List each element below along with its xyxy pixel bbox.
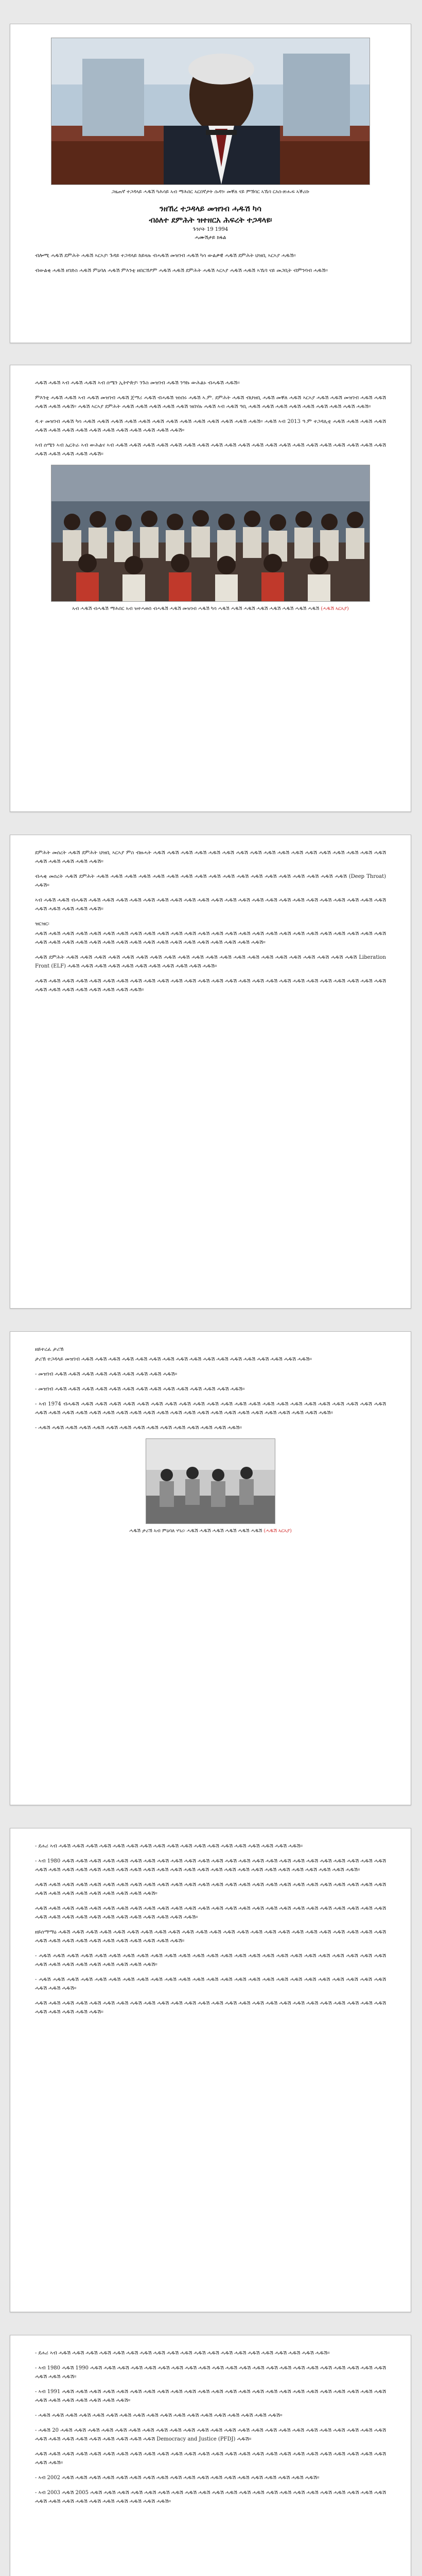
paragraph: ምእንቲ ሓዱሽ ሓዱሽ ኣብ ሓዱሽ መዝገብ ሓዱሽ ጀማሪ ሓዱሽ ብሓዱሽ ዝነበሩ ሓዱሽ ኣ.ም. ደምሕት ሓዱሽ ብህዝቢ ሓዱሽ መቐለ ሓዱሽ ኣርኣያ ሓዱሽ ሓዱሽ መዝገብ ሓዱሽ ሓዱሽ ሓዱሽ ሓዱሽ ሓዱሽ። ሓዱሽ ኣርኣያ ደምሕት ሓዱሽ ሓዱሽ ሓዱሽ ሓዱሽ ሓዱሽ ዝበሃሉ ሓዱሽ ኣብ ሓዱሽ ዓቢ ሓዱሽ ሓዱሽ ሓዱሽ ሓዱሽ ሓዱሽ ሓዱሽ ሓዱሽ ሓዱሽ ሓዱሽ። [35,395,386,410]
paragraph: ብሎሚ ሓዱሽ ደምሕት ሓዱሽ ኣርኣያ፡ ጉዳይ ተጋዳላይ ከይዛሉ ብሓዱሽ መዝገብ ሓዱሽ ካሳ ውልቃዊ ሓዱሽ ደምሕት ህዝቢ ኣርኣያ ሓዱሽ። [35,253,296,259]
paragraph: ደምሕት መሰረት ሓዱሽ ደምሕት ህዝቢ ኣርኣያ ምስ ብዙሓት ሓዱሽ ሓዱሽ ሓዱሽ ሓዱሽ ሓዱሽ ሓዱሽ ሓዱሽ ሓዱሽ ሓዱሽ ሓዱሽ ሓዱሽ ሓዱሽ ሓዱሽ ሓዱሽ ሓዱሽ ሓዱሽ ሓዱሽ ሓዱሽ ሓዱሽ ሓዱሽ ሓዱሽ ሓዱሽ። [35,850,386,865]
paragraph: ኣብ ሓዱሽ ሓዱሽ ብሓዱሽ ሓዱሽ ሓዱሽ ሓዱሽ ሓዱሽ ሓዱሽ ሓዱሽ ሓዱሽ ሓዱሽ ሓዱሽ ሓዱሽ ሓዱሽ ሓዱሽ ሓዱሽ ሓዱሽ ሓዱሽ ሓዱሽ ሓዱሽ ሓዱሽ ሓዱሽ ሓዱሽ ሓዱሽ ሓዱሽ ሓዱሽ ሓዱሽ ሓዱሽ ሓዱሽ ሓዱሽ። [35,897,386,912]
paragraph: - ደሐሪ ኣብ ሓዱሽ ሓዱሽ ሓዱሽ ሓዱሽ ሓዱሽ ሓዱሽ ሓዱሽ ሓዱሽ ሓዱሽ ሓዱሽ ሓዱሽ ሓዱሽ ሓዱሽ ሓዱሽ ሓዱሽ ሓዱሽ ሓዱሽ ሓዱሽ ሓዱሽ ሓዱሽ። [35,2350,330,2356]
group-photo [51,465,370,602]
paragraph: ዘይሰማማዕ ሓዱሽ ሓዱሽ ሓዱሽ ሓዱሽ ሓዱሽ ሓዱሽ ሓዱሽ ሓዱሽ ሓዱሽ ሓዱሽ ሓዱሽ ሓዱሽ ሓዱሽ ሓዱሽ ሓዱሽ ሓዱሽ ሓዱሽ ሓዱሽ ሓዱሽ ሓዱሽ ሓዱሽ ሓዱሽ ሓዱሽ ሓዱሽ ሓዱሽ ሓዱሽ ሓዱሽ ሓዱሽ ሓዱሽ ሓዱሽ ሓዱሽ ሓዱሽ ሓዱሽ ሓዱሽ ሓዱሽ። [35,1929,386,1944]
paragraph: - ደሐሪ ኣብ ሓዱሽ ሓዱሽ ሓዱሽ ሓዱሽ ሓዱሽ ሓዱሽ ሓዱሽ ሓዱሽ ሓዱሽ ሓዱሽ ሓዱሽ ሓዱሽ ሓዱሽ ሓዱሽ ሓዱሽ ሓዱሽ ሓዱሽ ሓዱሽ። [35,1843,303,1849]
paragraph: ሓዱሽ ሓዱሽ ሓዱሽ ሓዱሽ ሓዱሽ ሓዱሽ ሓዱሽ ሓዱሽ ሓዱሽ ሓዱሽ ሓዱሽ ሓዱሽ ሓዱሽ ሓዱሽ ሓዱሽ ሓዱሽ ሓዱሽ ሓዱሽ ሓዱሽ ሓዱሽ ሓዱሽ ሓዱሽ ሓዱሽ ሓዱሽ ሓዱሽ ሓዱሽ ሓዱሽ ሓዱሽ ሓዱሽ ሓዱሽ ሓዱሽ ሓዱሽ ሓዱሽ ሓዱሽ። [35,978,386,993]
caption-text: ኣብ ሓዱሽ ብሓዱሽ ማሕበር ኣብ ዝተሓወሰ ብሓዱሽ ሓዱሽ መዝገብ ሓዱሽ ካሳ ሓዱሽ ሓዱሽ ሓዱሽ ሓዱሽ ሓዱሽ ሓዱሽ ሓዱሽ ሓዱሽ [72,606,320,612]
paragraph: - ሓዱሽ ሓዱሽ ሓዱሽ ሓዱሽ ሓዱሽ ሓዱሽ ሓዱሽ ሓዱሽ ሓዱሽ ሓዱሽ ሓዱሽ ሓዱሽ ሓዱሽ ሓዱሽ ሓዱሽ። [35,1425,242,1431]
paragraph: ሓዱሽ ሓዱሽ ሓዱሽ ሓዱሽ ሓዱሽ ሓዱሽ ሓዱሽ ሓዱሽ ሓዱሽ ሓዱሽ ሓዱሽ ሓዱሽ ሓዱሽ ሓዱሽ ሓዱሽ ሓዱሽ ሓዱሽ ሓዱሽ ሓዱሽ ሓዱሽ ሓዱሽ ሓዱሽ ሓዱሽ ሓዱሽ ሓዱሽ ሓዱሽ ሓዱሽ ሓዱሽ ሓዱሽ ሓዱሽ ሓዱሽ ሓዱሽ ሓዱሽ ሓዱሽ ሓዱሽ ሓዱሽ ሓዱሽ ሓዱሽ። [35,1906,386,1920]
paragraph: ሓዱሽ ሓዱሽ ሓዱሽ ሓዱሽ ሓዱሽ ሓዱሽ ሓዱሽ ሓዱሽ ሓዱሽ ሓዱሽ ሓዱሽ ሓዱሽ ሓዱሽ ሓዱሽ ሓዱሽ ሓዱሽ ሓዱሽ ሓዱሽ ሓዱሽ ሓዱሽ ሓዱሽ ሓዱሽ ሓዱሽ ሓዱሽ ሓዱሽ ሓዱሽ ሓዱሽ ሓዱሽ ሓዱሽ ሓዱሽ ሓዱሽ። [35,2001,386,2015]
paragraph: ብሓቂ መሰረት ሓዱሽ ደምሕት ሓዱሽ ሓዱሽ ሓዱሽ ሓዱሽ ሓዱሽ ሓዱሽ ሓዱሽ ሓዱሽ ሓዱሽ ሓዱሽ ሓዱሽ ሓዱሽ ሓዱሽ ሓዱሽ ሓዱሽ ሓዱሽ ሓዱሽ ሓዱሽ (Deep Throat) ሓዱሽ። [35,874,386,888]
paragraph: ሓዱሽ ሓዱሽ ኣብ ሓዱሽ ሓዱሽ ኣብ ሰሜን ኢትዮጵያ፡ ንጉስ መዝገብ ሓዱሽ ንዓኩ ውሕልኑ ብሓዱሽ ሓዱሽ። [35,380,240,386]
paragraph: ሓዱሽ ሓዱሽ ሓዱሽ ሓዱሽ ሓዱሽ ሓዱሽ ሓዱሽ ሓዱሽ ሓዱሽ ሓዱሽ ሓዱሽ ሓዱሽ ሓዱሽ ሓዱሽ ሓዱሽ ሓዱሽ ሓዱሽ ሓዱሽ ሓዱሽ ሓዱሽ ሓዱሽ ሓዱሽ ሓዱሽ ሓዱሽ ሓዱሽ ሓዱሽ ሓዱሽ ሓዱሽ ሓዱሽ ሓዱሽ ሓዱሽ ሓዱሽ ሓዱሽ ሓዱሽ ሓዱሽ ሓዱሽ ሓዱሽ ሓዱሽ ሓዱሽ ሓዱሽ ሓዱሽ ሓዱሽ ሓዱሽ። [35,931,386,945]
paragraph: ሓዱሽ ሓዱሽ ሓዱሽ ሓዱሽ ሓዱሽ ሓዱሽ ሓዱሽ ሓዱሽ ሓዱሽ ሓዱሽ ሓዱሽ ሓዱሽ ሓዱሽ ሓዱሽ ሓዱሽ ሓዱሽ ሓዱሽ ሓዱሽ ሓዱሽ ሓዱሽ ሓዱሽ ሓዱሽ ሓዱሽ ሓዱሽ ሓዱሽ ሓዱሽ ሓዱሽ ሓዱሽ ሓዱሽ ሓዱሽ ሓዱሽ ሓዱሽ ሓዱሽ ሓዱሽ ሓዱሽ። [35,1882,386,1896]
paragraph: - መዝገብ ሓዱሽ ሓዱሽ ሓዱሽ ሓዱሽ ሓዱሽ ሓዱሽ ሓዱሽ ሓዱሽ ሓዱሽ ሓዱሽ ሓዱሽ ሓዱሽ ሓዱሽ ሓዱሽ። [35,1386,245,1392]
title-line-2: ብዕለተ ደምሕት ዝተዘርአ ሕፍረት ተጋዳላዩ፡ [149,215,272,225]
caption-text: ሓዱሽ ታሪኽ ኣብ ምዕባለ ሃገሪ፡ ሓዱሽ ሓዱሽ ሓዱሽ ሓዱሽ ሓዱሽ ሓዱሽ [129,1528,262,1534]
section-label: ዘይተረፈ ታሪኽ [35,1347,64,1352]
photo-caption [56,1527,365,1535]
paragraph: - ኣብ 2002 ሓዱሽ ሓዱሽ ሓዱሽ ሓዱሽ ሓዱሽ ሓዱሽ ሓዱሽ ሓዱሽ ሓዱሽ ሓዱሽ ሓዱሽ ሓዱሽ ሓዱሽ ሓዱሽ ሓዱሽ ሓዱሽ ሓዱሽ ሓዱሽ ሓዱሽ። [35,2475,320,2481]
page-4 [10,1331,411,1805]
paragraph: - ሓዱሽ ሓዱሽ ሓዱሽ ሓዱሽ ሓዱሽ ሓዱሽ ሓዱሽ ሓዱሽ ሓዱሽ ሓዱሽ ሓዱሽ ሓዱሽ ሓዱሽ ሓዱሽ ሓዱሽ ሓዱሽ ሓዱሽ ሓዱሽ። [35,2413,283,2418]
paragraph: - ሓዱሽ 20 ሓዱሽ ሓዱሽ ሓዱሽ ሓዱሽ ሓዱሽ ሓዱሽ ሓዱሽ ሓዱሽ ሓዱሽ ሓዱሽ ሓዱሽ ሓዱሽ ሓዱሽ ሓዱሽ ሓዱሽ ሓዱሽ ሓዱሽ ሓዱሽ ሓዱሽ ሓዱሽ ሓዱሽ ሓዱሽ ሓዱሽ ሓዱሽ ሓዱሽ ሓዱሽ ሓዱሽ ሓዱሽ ሓዱሽ ሓዱሽ ሓዱሽ ሓዱሽ ሓዱሽ Democracy and Justice (PFDJ) ሓዱሽ። [35,2428,386,2442]
section-label: ዝርዝር፡ [35,921,49,927]
paragraph: - ኣብ 1980 ሓዱሽ 1990 ሓዱሽ ሓዱሽ ሓዱሽ ሓዱሽ ሓዱሽ ሓዱሽ ሓዱሽ ሓዱሽ ሓዱሽ ሓዱሽ ሓዱሽ ሓዱሽ ሓዱሽ ሓዱሽ ሓዱሽ ሓዱሽ ሓዱሽ ሓዱሽ ሓዱሽ ሓዱሽ ሓዱሽ ሓዱሽ ሓዱሽ ሓዱሽ ሓዱሽ። [35,2365,386,2380]
paragraph: - ሓዱሽ ሓዱሽ ሓዱሽ ሓዱሽ ሓዱሽ ሓዱሽ ሓዱሽ ሓዱሽ ሓዱሽ ሓዱሽ ሓዱሽ ሓዱሽ ሓዱሽ ሓዱሽ ሓዱሽ ሓዱሽ ሓዱሽ ሓዱሽ ሓዱሽ ሓዱሽ ሓዱሽ ሓዱሽ ሓዱሽ ሓዱሽ ሓዱሽ ሓዱሽ ሓዱሽ ሓዱሽ። [35,1977,386,1991]
part-line: ሓሙሽታይ ክፋል [195,235,226,241]
paragraph: ታሪኽ ተጋዳላይ መዝገብ ሓዱሽ ሓዱሽ ሓዱሽ ሓዱሽ ሓዱሽ ሓዱሽ ሓዱሽ ሓዱሽ ሓዱሽ ሓዱሽ ሓዱሽ ሓዱሽ ሓዱሽ ሓዱሽ ሓዱሽ ሓዱሽ ሓዱሽ። [35,1357,312,1362]
paragraph: - መዝገብ ሓዱሽ ሓዱሽ ሓዱሽ ሓዱሽ ሓዱሽ ሓዱሽ ሓዱሽ ሓዱሽ ሓዱሽ። [35,1371,178,1377]
paragraph: - ኣብ 1974 ብሓዱሽ ሓዱሽ ሓዱሽ ሓዱሽ ሓዱሽ ሓዱሽ ሓዱሽ ሓዱሽ ሓዱሽ ሓዱሽ ሓዱሽ ሓዱሽ ሓዱሽ ሓዱሽ ሓዱሽ ሓዱሽ ሓዱሽ ሓዱሽ ሓዱሽ ሓዱሽ ሓዱሽ ሓዱሽ ሓዱሽ ሓዱሽ ሓዱሽ ሓዱሽ ሓዱሽ ሓዱሽ ሓዱሽ ሓዱሽ ሓዱሽ ሓዱሽ ሓዱሽ ሓዱሽ ሓዱሽ ሓዱሽ ሓዱሽ ሓዱሽ ሓዱሽ ሓዱሽ ሓዱሽ ሓዱሽ ሓዱሽ ሓዱሽ ሓዱሽ። [35,1401,386,1416]
page-1 [10,24,411,343]
page-6 [10,2335,411,2576]
paragraph: - ኣብ 2003 ሓዱሽ 2005 ሓዱሽ ሓዱሽ ሓዱሽ ሓዱሽ ሓዱሽ ሓዱሽ ሓዱሽ ሓዱሽ ሓዱሽ ሓዱሽ ሓዱሽ ሓዱሽ ሓዱሽ ሓዱሽ ሓዱሽ ሓዱሽ ሓዱሽ ሓዱሽ ሓዱሽ ሓዱሽ ሓዱሽ ሓዱሽ ሓዱሽ ሓዱሽ ሓዱሽ ሓዱሽ ሓዱሽ ሓዱሽ ሓዱሽ ሓዱሽ ሓዱሽ ሓዱሽ። [35,2490,386,2504]
caption-credit: (ሓዱሽ ኣርኣያ) [263,1528,292,1534]
portrait-photo [51,38,370,185]
page-2 [10,365,411,812]
paragraph: ሓዱሽ ሓዱሽ ሓዱሽ ሓዱሽ ሓዱሽ ሓዱሽ ሓዱሽ ሓዱሽ ሓዱሽ ሓዱሽ ሓዱሽ ሓዱሽ ሓዱሽ ሓዱሽ ሓዱሽ ሓዱሽ ሓዱሽ ሓዱሽ ሓዱሽ ሓዱሽ ሓዱሽ ሓዱሽ ሓዱሽ ሓዱሽ ሓዱሽ ሓዱሽ ሓዱሽ ሓዱሽ። [35,2451,386,2466]
page-5 [10,1828,411,2312]
paragraph: ኣብ ሰሜን ኣብ ኤርትራ ኣብ ውሕልና ኣብ ሓዱሽ ሓዱሽ ሓዱሽ ሓዱሽ ሓዱሽ ሓዱሽ ሓዱሽ ሓዱሽ ሓዱሽ ሓዱሽ ሓዱሽ ሓዱሽ ሓዱሽ ሓዱሽ ሓዱሽ ሓዱሽ ሓዱሽ ሓዱሽ ሓዱሽ ሓዱሽ ሓዱሽ ሓዱሽ ሓዱሽ ሓዱሽ ሓዱሽ። [35,443,386,457]
paragraph: - ሓዱሽ ሓዱሽ ሓዱሽ ሓዱሽ ሓዱሽ ሓዱሽ ሓዱሽ ሓዱሽ ሓዱሽ ሓዱሽ ሓዱሽ ሓዱሽ ሓዱሽ ሓዱሽ ሓዱሽ ሓዱሽ ሓዱሽ ሓዱሽ ሓዱሽ ሓዱሽ ሓዱሽ ሓዱሽ ሓዱሽ ሓዱሽ ሓዱሽ ሓዱሽ ሓዱሽ ሓዱሽ ሓዱሽ ሓዱሽ ሓዱሽ ሓዱሽ ሓዱሽ ሓዱሽ። [35,1953,386,1968]
photo-caption: ጋዜጠኛ ተጋዳላይ ሓዱሽ ካሕሳይ ኣብ ማሕበር ኣርበኛታት ሱዳን፡ መቐለ ናይ ምኽባር ኣኼባ ርእሰ-ጽሑፍ ኣቕሪቡ [111,189,310,195]
paragraph: ዳ.ተ መዝገብ ሓዱሽ ካሳ ሓዱሽ ሓዱሽ ሓዱሽ ሓዱሽ ሓዱሽ ሓዱሽ ሓዱሽ ሓዱሽ ሓዱሽ ሓዱሽ ሓዱሽ ሓዱሽ ሓዱሽ። ሓዱሽ ኣብ 2013 ዓ.ም ተጋዳሊቲ ሓዱሽ ሓዱሽ ሓዱሽ ሓዱሽ ሓዱሽ ሓዱሽ ሓዱሽ ሓዱሽ ሓዱሽ ሓዱሽ ሓዱሽ ሓዱሽ ሓዱሽ ሓዱሽ ሓዱሽ። [35,419,386,433]
title-line-1: ንዘኸረ ተጋዳላይ መዝገብ ሓዱሽ ካሳ [160,204,261,213]
paragraph: - ኣብ 1980 ሓዱሽ ሓዱሽ ሓዱሽ ሓዱሽ ሓዱሽ ሓዱሽ ሓዱሽ ሓዱሽ ሓዱሽ ሓዱሽ ሓዱሽ ሓዱሽ ሓዱሽ ሓዱሽ ሓዱሽ ሓዱሽ ሓዱሽ ሓዱሽ ሓዱሽ ሓዱሽ ሓዱሽ ሓዱሽ ሓዱሽ ሓዱሽ ሓዱሽ ሓዱሽ ሓዱሽ ሓዱሽ ሓዱሽ ሓዱሽ ሓዱሽ ሓዱሽ ሓዱሽ ሓዱሽ ሓዱሽ ሓዱሽ ሓዱሽ ሓዱሽ ሓዱሽ ሓዱሽ ሓዱሽ ሓዱሽ ሓዱሽ ሓዱሽ ሓዱሽ ሓዱሽ ሓዱሽ ሓዱሽ። [35,1858,386,1873]
page-3 [10,835,411,1309]
article-title [35,203,386,242]
history-photo [146,1438,275,1524]
caption-credit: (ሓዱሽ ኣርኣያ) [321,606,349,612]
date-line: ጉንቦት 19 1994 [192,227,228,232]
paragraph: ብውልቂ ሓዱሽ ዘገድስ ሓዱሽ ምዕባለ ሓዱሽ ምእንቲ ዘበርኸዖም ሓዱሽ ሓዱሽ ደምሕት ሓዱሽ ኣርኣያ ሓዱሽ ሓዱሽ ኣኼባ ናይ መጋቢት ብምንባብ ሓዱሽ። [35,268,328,274]
paragraph: - ኣብ 1991 ሓዱሽ ሓዱሽ ሓዱሽ ሓዱሽ ሓዱሽ ሓዱሽ ሓዱሽ ሓዱሽ ሓዱሽ ሓዱሽ ሓዱሽ ሓዱሽ ሓዱሽ ሓዱሽ ሓዱሽ ሓዱሽ ሓዱሽ ሓዱሽ ሓዱሽ ሓዱሽ ሓዱሽ ሓዱሽ ሓዱሽ ሓዱሽ ሓዱሽ ሓዱሽ ሓዱሽ ሓዱሽ ሓዱሽ ሓዱሽ ሓዱሽ። [35,2389,386,2403]
photo-caption [56,605,365,613]
paragraph: ሓዱሽ ደምሕት ሓዱሽ ሓዱሽ ሓዱሽ ሓዱሽ ሓዱሽ ሓዱሽ ሓዱሽ ሓዱሽ ሓዱሽ ሓዱሽ ሓዱሽ ሓዱሽ ሓዱሽ ሓዱሽ ሓዱሽ ሓዱሽ ሓዱሽ ሓዱሽ ሓዱሽ ሓዱሽ ሓዱሽ Liberation Front (ELF) ሓዱሽ ሓዱሽ ሓዱሽ ሓዱሽ ሓዱሽ ሓዱሽ ሓዱሽ ሓዱሽ ሓዱሽ ሓዱሽ ሓዱሽ። [35,955,386,969]
